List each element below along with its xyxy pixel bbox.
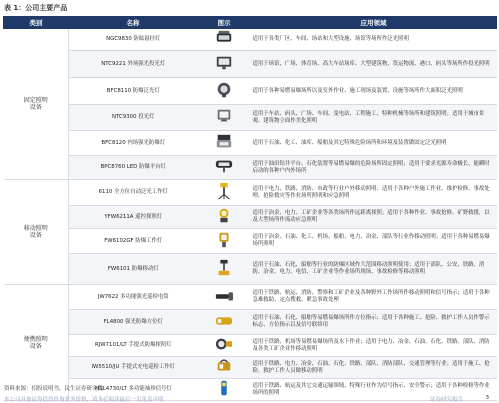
category-cell: 固定照明 设备 (4, 29, 69, 180)
product-name: NGC9830 防眩悬挂灯 (69, 29, 198, 51)
product-usage: 适用于各种易燃易爆场所以及室外作业、施工现场及装置、设施等场所作大面积泛光照明 (251, 78, 497, 105)
product-name: MSL4730/LT 多功能袖珍信号灯 (69, 379, 198, 401)
table-row (4, 156, 497, 180)
table-row (4, 78, 497, 105)
product-table (3, 16, 497, 401)
table-body (4, 29, 497, 401)
product-usage: 适用于石油、石化、船舶等行业的防爆区域作大范围移动照明使用；适用于部队、公安、铁路、消防、冶金、电力、电信、工矿企业等作业场所现场、事故检修等移动照明 (251, 254, 497, 285)
header-category: 类别 (4, 17, 69, 29)
product-image-cell (198, 131, 251, 156)
product-image-cell (198, 254, 251, 285)
product-name: YFW6211A 遥控探照灯 (69, 206, 198, 229)
product-name: NTC9221 外场强光投光灯 (69, 51, 198, 78)
product-usage: 适用于各类厂区、车间、场站和大型设施、场馆等场所作泛光照明 (251, 29, 497, 51)
source-note: 资料来源：招股说明书，民生证券研究院 (4, 386, 104, 392)
tripod-worklight-icon (213, 182, 235, 203)
page-footer (0, 395, 499, 403)
product-name: JW7622 多功能强光巡检电筒 (69, 285, 198, 310)
product-name: FW6102GF 防爆工作灯 (69, 229, 198, 254)
product-usage: 适用于铁路、航运、消防、警察和工矿企业及各种野外工作场所作移动照明和信号指示；适用于各种急难救助、定点搜救、紧急事故处理 (251, 285, 497, 310)
product-usage: 适用于石油、化工、油库、船舶及其它特殊危险场所和环境及装置做固定泛光照明 (251, 131, 497, 156)
product-image-cell (198, 29, 251, 51)
product-image-cell (198, 285, 251, 310)
product-usage: 适用于电力、铁路、消防、市政等行业户外移动照明；适用于各种户外施工作业、维护检修、事故处理、抢险救灾等作业场所照明和应急照明 (251, 180, 497, 206)
product-name: BPC8760 LED 防爆平台灯 (69, 156, 198, 180)
handheld-searchlight-icon (213, 335, 235, 356)
product-name: IW5510/JU 手提式充电巡检工作灯 (69, 357, 198, 379)
table-row (4, 357, 497, 379)
product-image-cell (198, 206, 251, 229)
product-image-cell (198, 78, 251, 105)
table-row (4, 254, 497, 285)
remote-searchlight-icon (213, 207, 235, 228)
header-name: 名称 (69, 17, 198, 29)
table-row (4, 229, 497, 254)
product-name: BFC8110 防爆泛光灯 (69, 78, 198, 105)
product-usage: 适用于石油、石化、船舶等易燃易爆场所作方位指示；适用于各种施工、抢险、救护工作人员作警示标志、方位指示以及信号联络用 (251, 310, 497, 335)
indoor-explosion-proof-lamp-icon (213, 133, 235, 154)
product-image-cell (198, 357, 251, 379)
category-cell: 移动照明 设备 (4, 180, 69, 285)
table-row (4, 131, 497, 156)
product-usage: 适用于冶金、电力、工矿企业等各类场所作远距离探照；适用于各种作业、事故抢修、矿野救援，以及大型场所作流动应急照明 (251, 206, 497, 229)
product-usage: 适用于车站、码头、广场、车间、变电站、工程施工、特种机械等场所和建筑照明；适用于城市景观、建筑物立面作美化照明 (251, 105, 497, 131)
table-row (4, 310, 497, 335)
table-row (4, 51, 497, 78)
explosion-proof-floodlight-icon (213, 81, 235, 102)
product-name: NTC9300 投光灯 (69, 105, 198, 131)
product-name: 6110 全方位自动泛光工作灯 (69, 180, 198, 206)
explosion-proof-worklight-icon (213, 231, 235, 252)
header-usage: 应用领域 (251, 17, 497, 29)
product-name: FL4800 强光防爆方位灯 (69, 310, 198, 335)
projector-lamp-icon (213, 107, 235, 128)
directional-lamp-icon (213, 312, 235, 333)
table-row (4, 29, 497, 51)
product-image-cell (198, 180, 251, 206)
category-cell: 便携照明 设备 (4, 285, 69, 401)
product-image-cell (198, 105, 251, 131)
footer-disclaimer: 本公司具备证券投资咨询业务资格，请务必阅读最后一页免责声明 (4, 397, 164, 403)
product-image-cell (198, 310, 251, 335)
ceiling-lamp-icon (213, 29, 235, 50)
header-image: 图示 (198, 17, 251, 29)
table-row (4, 206, 497, 229)
platform-lamp-icon (213, 157, 235, 178)
product-name: RJW7101/LT 手提式防爆探照灯 (69, 335, 198, 357)
product-usage: 适用于铁路、机场等易燃易爆场所及水下作业；适用于电力、冶金、石油、石化、铁路、部队、消防及各类工矿企业作移动照明 (251, 335, 497, 357)
product-image-cell (198, 335, 251, 357)
footer-brand: 证券研究报告 (429, 397, 463, 403)
product-name: BFC8120 内场强光防爆灯 (69, 131, 198, 156)
table-row (4, 335, 497, 357)
product-image-cell (198, 51, 251, 78)
product-image-cell (198, 229, 251, 254)
table-row (4, 180, 497, 206)
mobile-explosion-proof-lamp-icon (213, 259, 235, 280)
table-row (4, 105, 497, 131)
rechargeable-worklight-icon (213, 357, 235, 378)
product-name: FW6101 防爆移动灯 (69, 254, 198, 285)
product-usage: 适用于铁路、电力、冶金、石油、石化、铁路、部队、消防部队、交通管理等行业；适用于施工、抢险、救护工作人员做移动照明 (251, 357, 497, 379)
product-image-cell (198, 156, 251, 180)
table-header-row (4, 17, 497, 29)
page-number: 3 (485, 395, 489, 401)
table-row (4, 285, 497, 310)
table-caption: 表 1：公司主要产品 (4, 4, 68, 12)
product-usage: 适用于铁路、航运及其它交通运输领域、特殊行业作为信号指示、安全警示；适用于各种检修等作业场所的照明 (251, 379, 497, 401)
product-usage: 适用于冶金、石油、化工、机场、船舶、电力、冶金、部队等行业作移动照明；适用于各种易燃易爆场所照明 (251, 229, 497, 254)
product-usage: 适用于油田钻井平台、石化装置等易燃易爆的危险场所固定照明；适用于要求光源寿命极长，能瞬时启动的各种户内外场所 (251, 156, 497, 180)
flashlight-icon (213, 287, 235, 308)
floodlight-icon (213, 54, 235, 75)
product-usage: 适用于场馆、广场、体育场、高大车站场库、大型建筑物、货运物流、港口、码头等场所作投光照明 (251, 51, 497, 78)
